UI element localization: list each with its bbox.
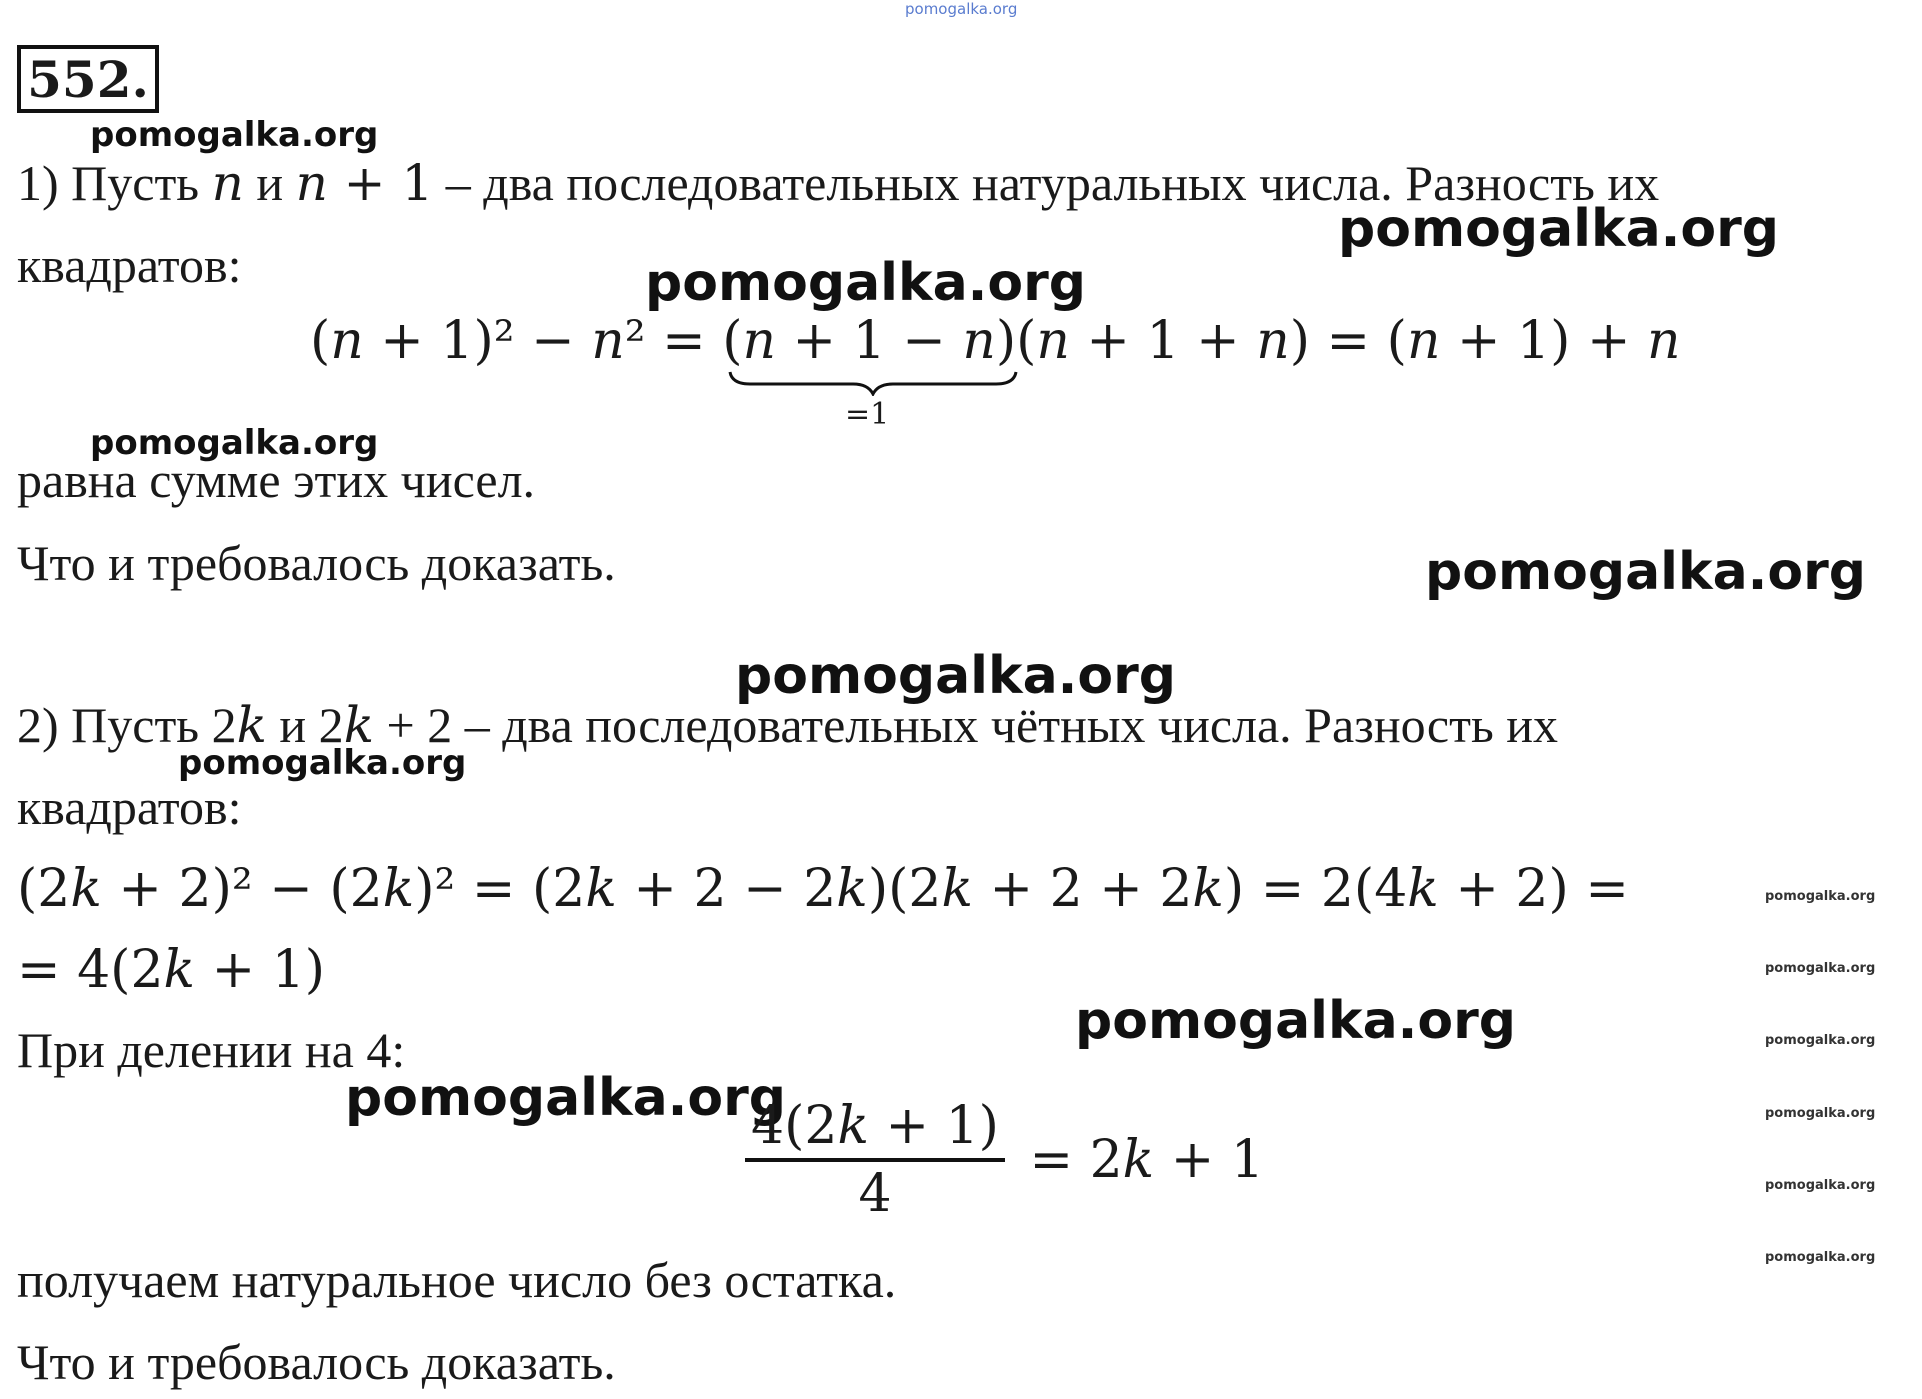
part2-equation-line1: (2𝑘 + 2)² − (2𝑘)² = (2𝑘 + 2 − 2𝑘)(2𝑘 + 2 + 2𝑘) = 2(4𝑘 + 2) = <box>17 859 1629 919</box>
watermark-small: pomogalka.org <box>1765 1033 1876 1048</box>
eq-brace-term: (𝑛 + 1 − 𝑛) <box>722 311 1017 371</box>
watermark-small: pomogalka.org <box>1765 961 1876 976</box>
problem-number: 552. <box>17 45 159 113</box>
part2-conclusion: Что и требовалось доказать. <box>17 1334 616 1390</box>
fraction <box>745 1096 1005 1224</box>
eq-left: (𝑛 + 1)² − 𝑛² = <box>310 311 723 371</box>
part1-conclusion: Что и требовалось доказать. <box>17 535 616 591</box>
watermark: pomogalka.org <box>645 253 1087 313</box>
brace-label: =1 <box>845 397 890 432</box>
part1-result: равна сумме этих чисел. <box>17 452 536 508</box>
watermark: pomogalka.org <box>735 646 1177 706</box>
division-intro: При делении на 4: <box>17 1022 406 1078</box>
watermark-small: pomogalka.org <box>1765 889 1876 904</box>
part2-statement-cont: квадратов: <box>17 779 242 835</box>
watermark: pomogalka.org <box>90 115 379 155</box>
watermark-small: pomogalka.org <box>1765 1178 1876 1193</box>
fraction-rhs: = 2𝑘 + 1 <box>1029 1130 1264 1190</box>
watermark: pomogalka.org <box>90 423 379 463</box>
watermark: pomogalka.org <box>1425 542 1867 602</box>
watermark-small: pomogalka.org <box>1765 1250 1876 1265</box>
watermark: pomogalka.org <box>1075 991 1517 1051</box>
fraction-equation <box>745 1096 1264 1224</box>
watermark: pomogalka.org <box>345 1068 787 1128</box>
part2-result: получаем натуральное число без остатка. <box>17 1252 897 1308</box>
part1-equation <box>310 311 1681 371</box>
watermark-top: pomogalka.org <box>905 0 1018 18</box>
part2-statement: 2) Пусть 2k и 2k + 2 – два последовательных чётных числа. Разность их <box>17 696 1559 754</box>
watermark-small: pomogalka.org <box>1765 1106 1876 1121</box>
fraction-denominator: 4 <box>858 1164 892 1224</box>
underbrace-icon <box>728 370 1018 396</box>
part1-statement-cont: квадратов: <box>17 237 242 293</box>
watermark: pomogalka.org <box>1338 199 1780 259</box>
fraction-numerator: 4(2𝑘 + 1) <box>745 1100 1005 1162</box>
part1-statement: 1) Пусть n и n + 1 – два последовательных натуральных числа. Разность их <box>17 154 1660 212</box>
watermark: pomogalka.org <box>178 743 467 783</box>
part2-equation-line2: = 4(2𝑘 + 1) <box>17 940 326 1000</box>
eq-right: (𝑛 + 1 + 𝑛) = (𝑛 + 1) + 𝑛 <box>1016 311 1681 371</box>
